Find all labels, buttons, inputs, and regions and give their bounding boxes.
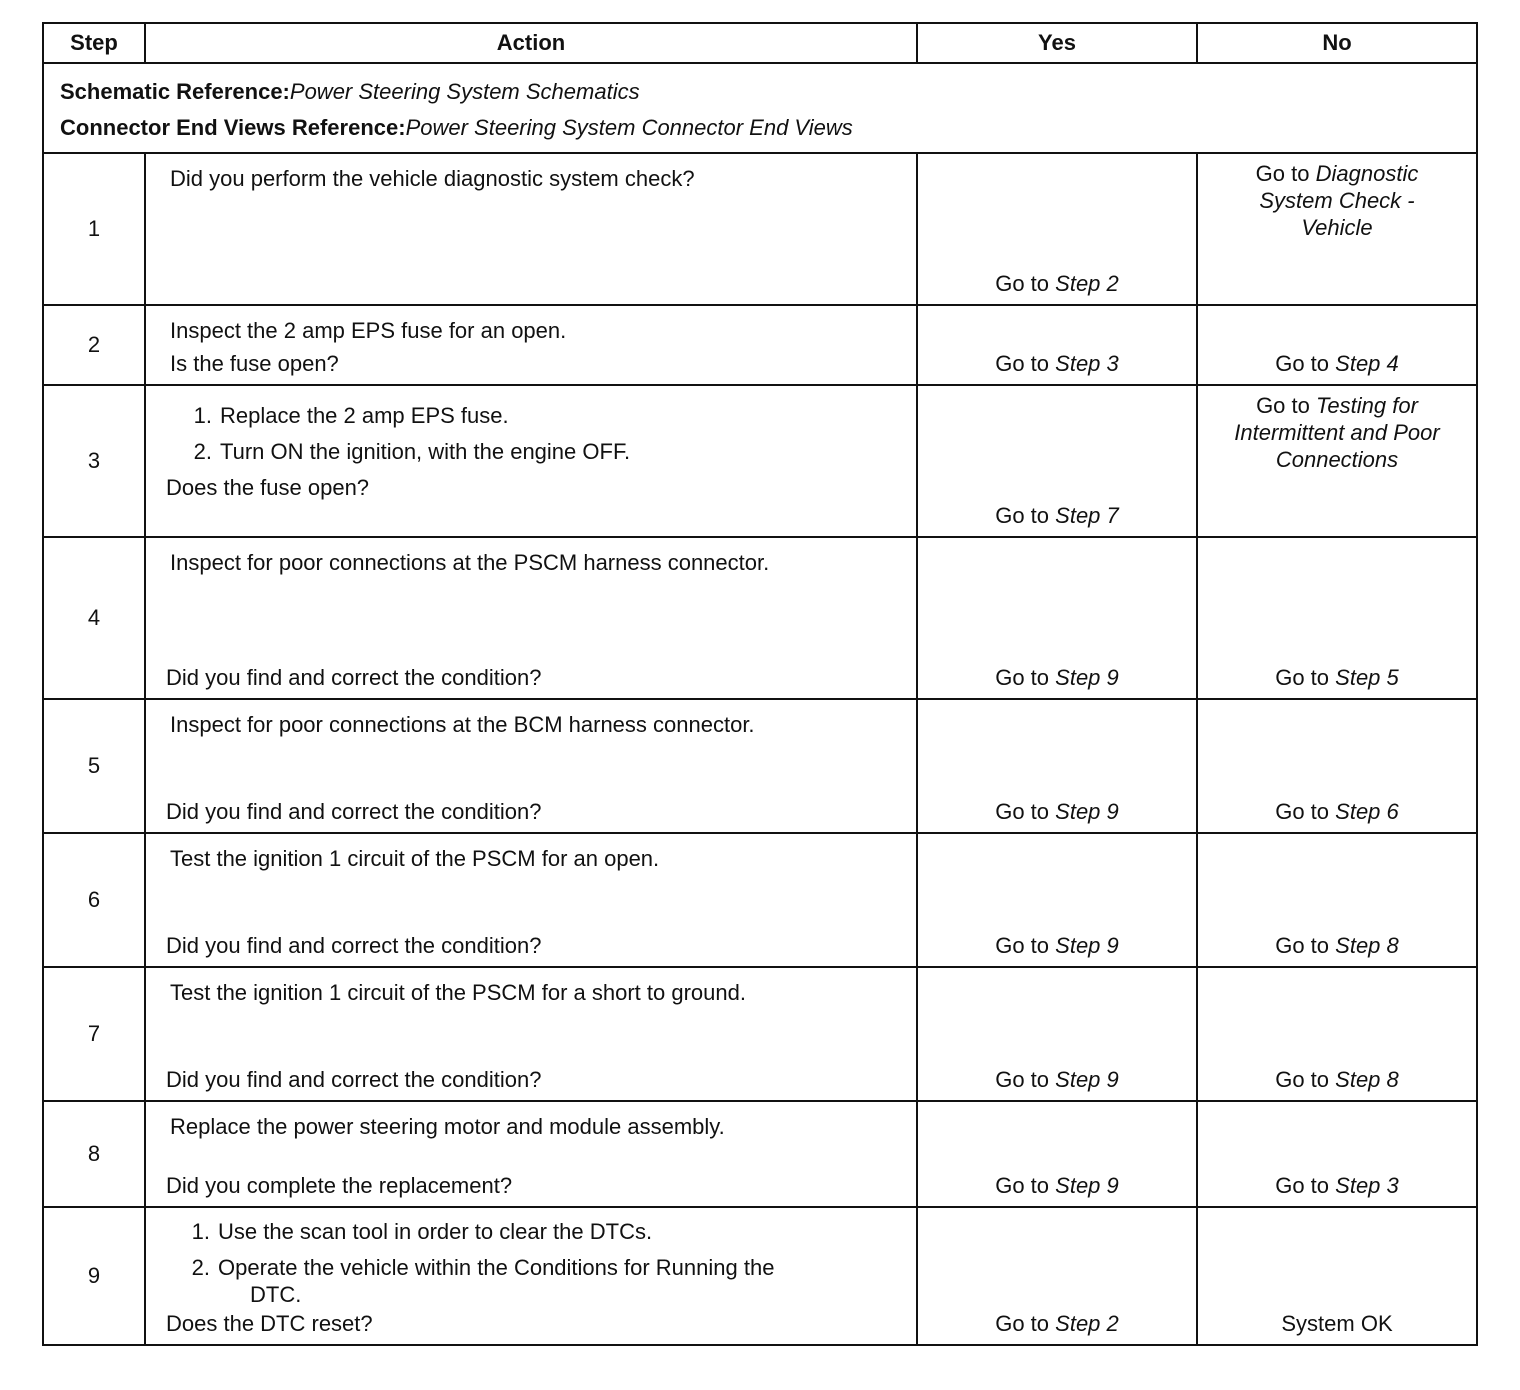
table-row (43, 699, 1477, 833)
diagnostic-table (42, 22, 1478, 1346)
table-row (43, 833, 1477, 967)
action-text: Inspect for poor connections at the BCM harness connector. (170, 712, 755, 737)
no-step-link[interactable]: Step 4 (1335, 351, 1399, 376)
yes-cell: Go to Step 9 (995, 665, 1119, 690)
yes-step-link[interactable]: Step 9 (1055, 1173, 1119, 1198)
substep-list (158, 398, 906, 470)
no-step-link[interactable]: Step 3 (1335, 1173, 1399, 1198)
schematic-reference: Schematic Reference:Power Steering System Schematics (60, 79, 640, 104)
table-row (43, 305, 1477, 385)
yes-step-link[interactable]: Step 3 (1055, 351, 1119, 376)
action-question: Does the DTC reset? (166, 1311, 373, 1336)
step-number: 4 (43, 537, 145, 699)
yes-cell: Go to Step 9 (995, 1173, 1119, 1198)
yes-step-link[interactable]: Step 9 (1055, 799, 1119, 824)
step-number: 1 (43, 153, 145, 305)
table-row (43, 967, 1477, 1101)
action-question: Did you find and correct the condition? (166, 933, 542, 958)
step-number: 2 (43, 305, 145, 385)
yes-cell: Go to Step 9 (995, 1067, 1119, 1092)
header-row (43, 23, 1477, 63)
yes-step-link[interactable]: Step 9 (1055, 1067, 1119, 1092)
step-number: 3 (43, 385, 145, 537)
table-row (43, 537, 1477, 699)
yes-cell: Go to Step 9 (995, 933, 1119, 958)
action-question: Did you complete the replacement? (166, 1173, 513, 1198)
table-row (43, 153, 1477, 305)
substep: 1. Replace the 2 amp EPS fuse. (193, 403, 509, 428)
header-step: Step (43, 23, 145, 63)
yes-cell: Go to Step 3 (995, 351, 1119, 376)
table-row (43, 385, 1477, 537)
substep: 2. Turn ON the ignition, with the engine OFF. (193, 439, 631, 464)
table-row (43, 1101, 1477, 1207)
step-number: 8 (43, 1101, 145, 1207)
no-cell: Go to Step 3 (1275, 1173, 1399, 1198)
yes-cell: Go to Step 7 (995, 503, 1119, 528)
yes-cell: Go to Step 2 (995, 1311, 1119, 1336)
action-question: Is the fuse open? (170, 351, 339, 376)
no-step-link[interactable]: Step 5 (1335, 665, 1399, 690)
step-number: 7 (43, 967, 145, 1101)
yes-cell: Go to Step 9 (995, 799, 1119, 824)
step-number: 6 (43, 833, 145, 967)
step-number: 9 (43, 1207, 145, 1345)
substep: 2. Operate the vehicle within the Conditions for Running the DTC. (191, 1255, 775, 1307)
action-text: Test the ignition 1 circuit of the PSCM for an open. (170, 846, 660, 871)
reference-row (43, 63, 1477, 153)
action-question: Did you find and correct the condition? (166, 799, 542, 824)
no-cell[interactable]: Go to Diagnostic System Check - Vehicle (1255, 161, 1419, 240)
no-cell: Go to Step 8 (1275, 933, 1399, 958)
connector-reference: Connector End Views Reference:Power Steering System Connector End Views (60, 115, 853, 140)
yes-step-link[interactable]: Step 7 (1055, 503, 1119, 528)
no-cell: System OK (1281, 1311, 1393, 1336)
no-cell: Go to Step 8 (1275, 1067, 1399, 1092)
no-cell: Go to Step 4 (1275, 351, 1399, 376)
connector-reference-link[interactable]: Power Steering System Connector End Views (405, 115, 853, 140)
action-question: Did you find and correct the condition? (166, 1067, 542, 1092)
step-number: 5 (43, 699, 145, 833)
no-step-link[interactable]: Step 8 (1335, 933, 1399, 958)
no-cell: Go to Step 6 (1275, 799, 1399, 824)
yes-step-link[interactable]: Step 2 (1055, 271, 1119, 296)
no-step-link[interactable]: Step 8 (1335, 1067, 1399, 1092)
schematic-reference-link[interactable]: Power Steering System Schematics (289, 79, 640, 104)
yes-step-link[interactable]: Step 9 (1055, 665, 1119, 690)
action-text: Test the ignition 1 circuit of the PSCM for a short to ground. (170, 980, 746, 1005)
header-yes: Yes (917, 23, 1197, 63)
substep: 1. Use the scan tool in order to clear the DTCs. (191, 1219, 653, 1244)
table-row (43, 1207, 1477, 1345)
action-text: Did you perform the vehicle diagnostic system check? (170, 166, 695, 191)
yes-cell: Go to Step 2 (995, 271, 1119, 296)
no-cell[interactable]: Go to Testing for Intermittent and Poor Connections (1234, 393, 1440, 472)
action-question: Does the fuse open? (166, 475, 370, 500)
no-step-link[interactable]: Step 6 (1335, 799, 1399, 824)
action-question: Did you find and correct the condition? (166, 665, 542, 690)
action-text: Replace the power steering motor and module assembly. (170, 1114, 725, 1139)
action-text: Inspect the 2 amp EPS fuse for an open. (170, 318, 567, 343)
no-cell: Go to Step 5 (1275, 665, 1399, 690)
header-no: No (1197, 23, 1477, 63)
yes-step-link[interactable]: Step 9 (1055, 933, 1119, 958)
substep-list (158, 1214, 906, 1308)
yes-step-link[interactable]: Step 2 (1055, 1311, 1119, 1336)
header-action: Action (145, 23, 917, 63)
action-text: Inspect for poor connections at the PSCM harness connector. (170, 550, 770, 575)
